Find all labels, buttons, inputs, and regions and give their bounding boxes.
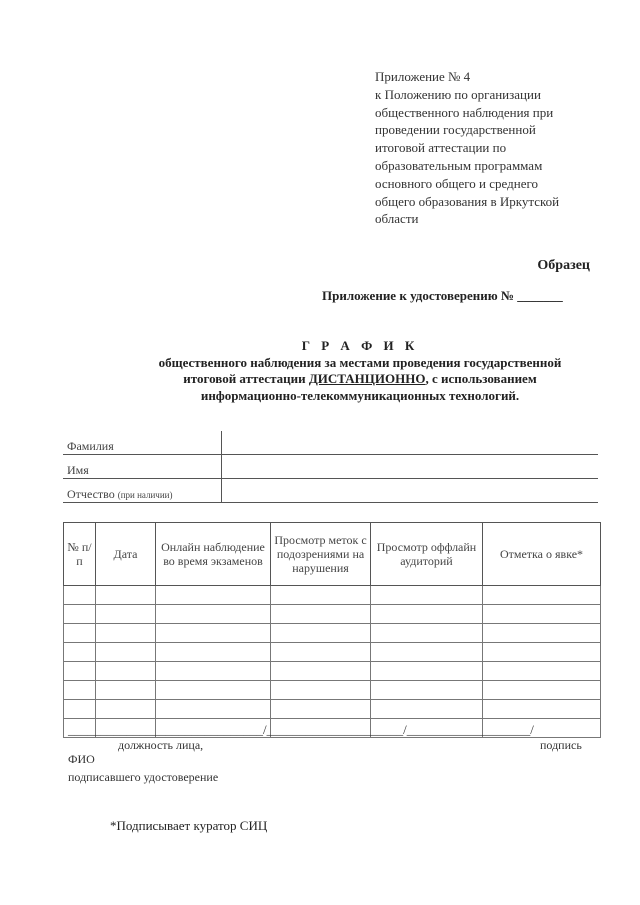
schedule-body	[64, 586, 601, 738]
table-cell[interactable]	[271, 643, 371, 662]
patronymic-label	[63, 479, 222, 503]
certificate-number-line: Приложение к удостоверению № _______	[322, 288, 563, 303]
table-cell[interactable]	[271, 662, 371, 681]
table-cell[interactable]	[483, 586, 601, 605]
table-cell[interactable]	[483, 605, 601, 624]
document-title	[100, 338, 620, 404]
table-cell[interactable]	[156, 662, 271, 681]
patronymic-note: (при наличии)	[117, 490, 173, 500]
table-cell[interactable]	[271, 605, 371, 624]
schedule-header-row	[64, 523, 601, 586]
table-cell[interactable]	[156, 624, 271, 643]
appendix-line: общего образования в Иркутской	[375, 193, 560, 209]
appendix-line: итоговой аттестации по	[375, 140, 507, 156]
table-row	[64, 681, 601, 700]
table-cell[interactable]	[64, 586, 96, 605]
appendix-line: Приложение № 4	[375, 69, 471, 84]
title-line-3: информационно-телекоммуникационных технологий.	[200, 387, 520, 403]
table-cell[interactable]	[483, 643, 601, 662]
title-line-2	[100, 371, 620, 388]
table-cell[interactable]	[371, 700, 483, 719]
signature-label: подпись	[540, 738, 582, 752]
title-line-2-prefix: итоговой аттестации	[183, 371, 309, 386]
table-cell[interactable]	[483, 662, 601, 681]
table-cell[interactable]	[371, 586, 483, 605]
table-cell[interactable]	[64, 700, 96, 719]
table-cell[interactable]	[271, 586, 371, 605]
table-cell[interactable]	[96, 681, 156, 700]
header-date: Дата	[96, 523, 156, 586]
patronymic-text: Отчество	[67, 487, 115, 501]
footnote: *Подписывает куратор СИЦ	[110, 818, 268, 833]
appendix-line: области	[375, 211, 419, 227]
appendix-line: основного общего и среднего	[375, 175, 538, 191]
surname-field[interactable]	[222, 431, 599, 455]
table-cell[interactable]	[156, 643, 271, 662]
header-online-observation: Онлайн наблюдение во время экзаменов	[156, 523, 271, 586]
table-cell[interactable]	[371, 643, 483, 662]
schedule-table	[63, 522, 601, 738]
table-cell[interactable]	[64, 643, 96, 662]
table-cell[interactable]	[64, 662, 96, 681]
header-offline-review: Просмотр оффлайн аудиторий	[371, 523, 483, 586]
table-row	[64, 662, 601, 681]
table-cell[interactable]	[371, 662, 483, 681]
table-cell[interactable]	[64, 681, 96, 700]
table-row	[64, 700, 601, 719]
table-row	[64, 605, 601, 624]
table-cell[interactable]	[96, 605, 156, 624]
table-cell[interactable]	[156, 605, 271, 624]
header-number: № п/п	[64, 523, 96, 586]
header-marks-review: Просмотр меток с подозрениями на нарушения	[271, 523, 371, 586]
title-remote-emphasis: ДИСТАНЦИОННО	[308, 371, 426, 386]
appendix-line: общественного наблюдения при	[375, 104, 554, 120]
patronymic-row	[63, 479, 598, 503]
appendix-line: к Положению по организации	[375, 86, 541, 102]
signature-line[interactable]: ______________________________/_____________________/___________________/	[68, 722, 534, 737]
table-cell[interactable]	[156, 586, 271, 605]
table-cell[interactable]	[271, 681, 371, 700]
title-line-2-suffix: , с использованием	[425, 371, 537, 386]
table-cell[interactable]	[64, 605, 96, 624]
table-cell[interactable]	[371, 605, 483, 624]
surname-row	[63, 431, 598, 455]
name-label: Имя	[63, 455, 222, 479]
table-cell[interactable]	[483, 700, 601, 719]
table-cell[interactable]	[96, 643, 156, 662]
position-label: должность лица,	[118, 738, 204, 752]
table-cell[interactable]	[271, 700, 371, 719]
table-cell[interactable]	[96, 624, 156, 643]
table-cell[interactable]	[96, 586, 156, 605]
table-cell[interactable]	[371, 624, 483, 643]
title-heading: Г Р А Ф И К	[301, 338, 419, 353]
fio-label: ФИО	[68, 752, 95, 766]
table-cell[interactable]	[371, 681, 483, 700]
title-line-1: общественного наблюдения за местами проведения государственной	[158, 354, 562, 370]
name-row	[63, 455, 598, 479]
appendix-reference	[375, 68, 605, 228]
appendix-line: проведении государственной	[375, 122, 536, 138]
table-cell[interactable]	[483, 681, 601, 700]
table-row	[64, 643, 601, 662]
table-cell[interactable]	[64, 624, 96, 643]
surname-label: Фамилия	[63, 431, 222, 455]
table-row	[64, 624, 601, 643]
sample-label: Образец	[537, 258, 590, 273]
table-row	[64, 586, 601, 605]
signed-by-label: подписавшего удостоверение	[68, 770, 219, 784]
name-field[interactable]	[222, 455, 599, 479]
table-cell[interactable]	[483, 624, 601, 643]
header-attendance-mark: Отметка о явке*	[483, 523, 601, 586]
appendix-line: образовательным программам	[375, 157, 543, 173]
table-cell[interactable]	[156, 681, 271, 700]
table-cell[interactable]	[96, 662, 156, 681]
table-cell[interactable]	[156, 700, 271, 719]
table-cell[interactable]	[271, 624, 371, 643]
observer-info-table	[63, 431, 598, 503]
patronymic-field[interactable]	[222, 479, 599, 503]
table-cell[interactable]	[96, 700, 156, 719]
